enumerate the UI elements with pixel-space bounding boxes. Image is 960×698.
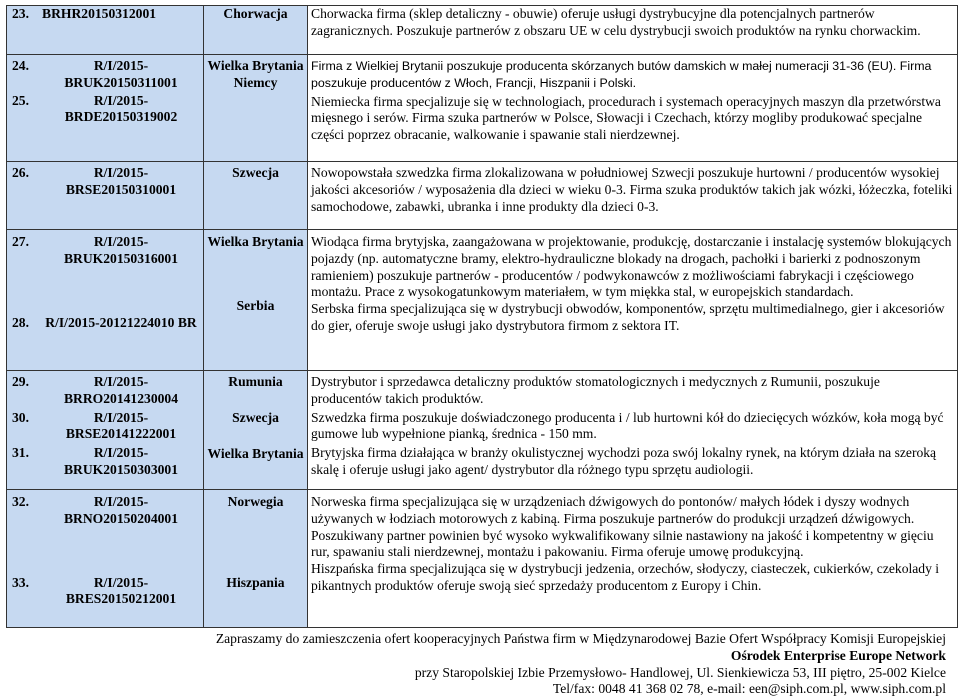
country-name: Wielka Brytania: [207, 234, 304, 249]
offer-code: R/I/2015-BRSE20141222001: [65, 409, 177, 442]
offer-number: 30.: [12, 409, 29, 425]
offer-code: R/I/2015-BRSE20150310001: [65, 165, 177, 197]
reference-cell: [7, 6, 204, 55]
offer-number: 23.: [12, 6, 29, 21]
offer-description: Wiodąca firma brytyjska, zaangażowana w projektowanie, produkcję, dostarczanie i instalację systemów blokujących pojazdy (np. automatyczne bramy, elektro-hydrauliczne blokady na drogach, pachołki i barierki z podnoszonym ramieniem) poszukuje partnerów - producentów / podwykonawców z możliwościami fabrykacji i częściowego montażu. Prace z wysokogatunkowym materiałem, w tym miękka stal, w europejskich standardach.: [311, 234, 952, 300]
offer-description: Dystrybutor i sprzedawca detaliczny produktów stomatologicznych i medycznych z Rumunii, poszukuje producentów takich produktów.: [311, 374, 880, 406]
country-name: Chorwacja: [223, 6, 288, 21]
country-cell: [204, 6, 308, 55]
offer-description: Brytyjska firma działająca w branży okulistycznej wychodzi poza swój lokalny rynek, na którym działa na szeroką skalę i oferuje usługi jako agent/ dystrybutor dla różnego typu sprzętu audiologii.: [311, 445, 937, 477]
country-name: Wielka Brytania: [207, 58, 304, 73]
offer-number: 27.: [12, 234, 29, 249]
offer-code: R/I/2015-20121224010 BR: [45, 314, 197, 330]
country-cell: [204, 230, 308, 371]
offer-number: 24.: [12, 58, 29, 73]
country-cell: [204, 162, 308, 230]
offer-number: 26.: [12, 165, 29, 180]
offer-code: R/I/2015-BRUK20150311001: [64, 58, 178, 90]
table-row: [7, 490, 958, 628]
offer-code: R/I/2015-BRES20150212001: [65, 574, 177, 607]
offer-description: Norweska firma specjalizująca się w urządzeniach dźwigowych do pontonów/ małych łódek i dyszy wodnych używanych w łodziach motorowych z kabiną. Firma poszukuje partnerów do produkcji urządzeń dźwigowych. Poszukiwany partner powinien być wysoko wykwalifikowany silnie nastawiony na jakość i kompetentny w gięciu rur, spawaniu stali nierdzewnej, montażu i pakowaniu. Firma oferuje umowę produkcyjną.: [311, 494, 934, 560]
footer-invitation: Zapraszamy do zamieszczenia ofert kooperacyjnych Państwa firm w Międzynarodowej Bazie Ofert Współpracy Komisji Europejskiej: [215, 631, 946, 646]
footer-contact: Tel/fax: 0048 41 368 02 78, e-mail: een@siph.com.pl, www.siph.com.pl: [552, 681, 946, 697]
country-cell: [204, 55, 308, 162]
offer-code: BRHR20150312001: [42, 6, 157, 21]
offer-number: 31.: [12, 445, 29, 461]
offer-code: R/I/2015-BRNO20150204001: [63, 494, 179, 526]
description-cell: [308, 490, 958, 628]
offer-code: R/I/2015-BRUK20150316001: [63, 234, 179, 266]
offers-table: [6, 5, 958, 628]
country-name: Szwecja: [232, 165, 279, 180]
reference-cell: [7, 371, 204, 490]
description-cell: [308, 162, 958, 230]
table-row: [7, 55, 958, 162]
country-cell: [204, 371, 308, 490]
reference-cell: [7, 230, 204, 371]
country-name: Szwecja: [232, 409, 279, 425]
footer-address: przy Staropolskiej Izbie Przemysłowo- Handlowej, Ul. Sienkiewicza 53, III piętro, 25-002 Kielce: [414, 664, 946, 680]
table-row: [7, 371, 958, 490]
table-row: [7, 6, 958, 55]
country-name: Rumunia: [228, 374, 283, 389]
offer-number: 29.: [12, 374, 29, 389]
offer-description: Niemiecka firma specjalizuje się w technologiach, procedurach i systemach operacyjnych maszyn dla przetwórstwa mięsnego i serów. Firma szuka partnerów w Polsce, Słowacji i Czechach, którzy mogliby produkować specjalne części poprzez obracanie, walkowanie i spawanie stali nierdzewnej.: [311, 93, 941, 143]
offer-number: 32.: [12, 494, 29, 509]
description-cell: [308, 55, 958, 162]
table-row: [7, 230, 958, 371]
offer-description: Serbska firma specjalizująca się w dystrybucji obwodów, komponentów, sprzętu multimedialnego, gier i akcesoriów do gier, oferuje swoje usługi jako dystrybutora firmom z sektora IT.: [311, 301, 945, 333]
reference-cell: [7, 490, 204, 628]
table-row: [7, 162, 958, 230]
country-name: Niemcy: [233, 74, 278, 90]
offer-code: R/I/2015-BRUK20150303001: [63, 445, 179, 477]
footer: [0, 631, 946, 698]
offer-description: Hiszpańska firma specjalizująca się w dystrybucji jedzenia, orzechów, słodyczy, ciasteczek, cukierków, czekolady i pikantnych produktów oferuje swoją sieć sprzedaży producentom z Europy i Chin.: [311, 561, 940, 593]
offer-number: 25.: [12, 92, 29, 108]
country-cell: [204, 490, 308, 628]
offer-number: 28.: [12, 314, 29, 330]
offer-description: Firma z Wielkiej Brytanii poszukuje producenta skórzanych butów damskich w małej numeracji 31-36 (EU). Firma poszukuje producentów z Włoch, Francji, Hiszpanii i Polski.: [311, 59, 932, 90]
offer-description: Chorwacka firma (sklep detaliczny - obuwie) oferuje usługi dystrybucyjne dla potencjalnych partnerów zagranicznych. Poszukuje partnerów z obszaru UE w celu dystrybucji swoich produktów na rynku chorwackim.: [311, 6, 921, 38]
country-name: Hiszpania: [226, 574, 285, 590]
description-cell: [308, 371, 958, 490]
offer-description: Szwedzka firma poszukuje doświadczonego producenta i / lub hurtowni kół do dziecięcych wózków, koła mogą być gumowe lub wypełnione pianką, średnica - 150 mm.: [311, 409, 944, 442]
country-name: Wielka Brytania: [207, 445, 304, 461]
footer-organization: Ośrodek Enterprise Europe Network: [730, 647, 946, 663]
offer-code: R/I/2015-BRDE20150319002: [64, 92, 178, 125]
offer-code: R/I/2015-BRRO20141230004: [63, 374, 179, 406]
country-name: Serbia: [236, 297, 275, 313]
country-name: Norwegia: [227, 494, 284, 509]
description-cell: [308, 6, 958, 55]
description-cell: [308, 230, 958, 371]
offer-description: Nowopowstała szwedzka firma zlokalizowana w południowej Szwecji poszukuje hurtowni / producentów wysokiej jakości akcesoriów / wyposażenia dla dzieci w wieku 0-3. Firma szuka produktów takich jak wózki, łóżeczka, foteliki samochodowe, zabawki, ubranka i inne produkty dla dzieci 0-3.: [311, 165, 953, 214]
offer-number: 33.: [12, 574, 29, 590]
reference-cell: [7, 162, 204, 230]
reference-cell: [7, 55, 204, 162]
